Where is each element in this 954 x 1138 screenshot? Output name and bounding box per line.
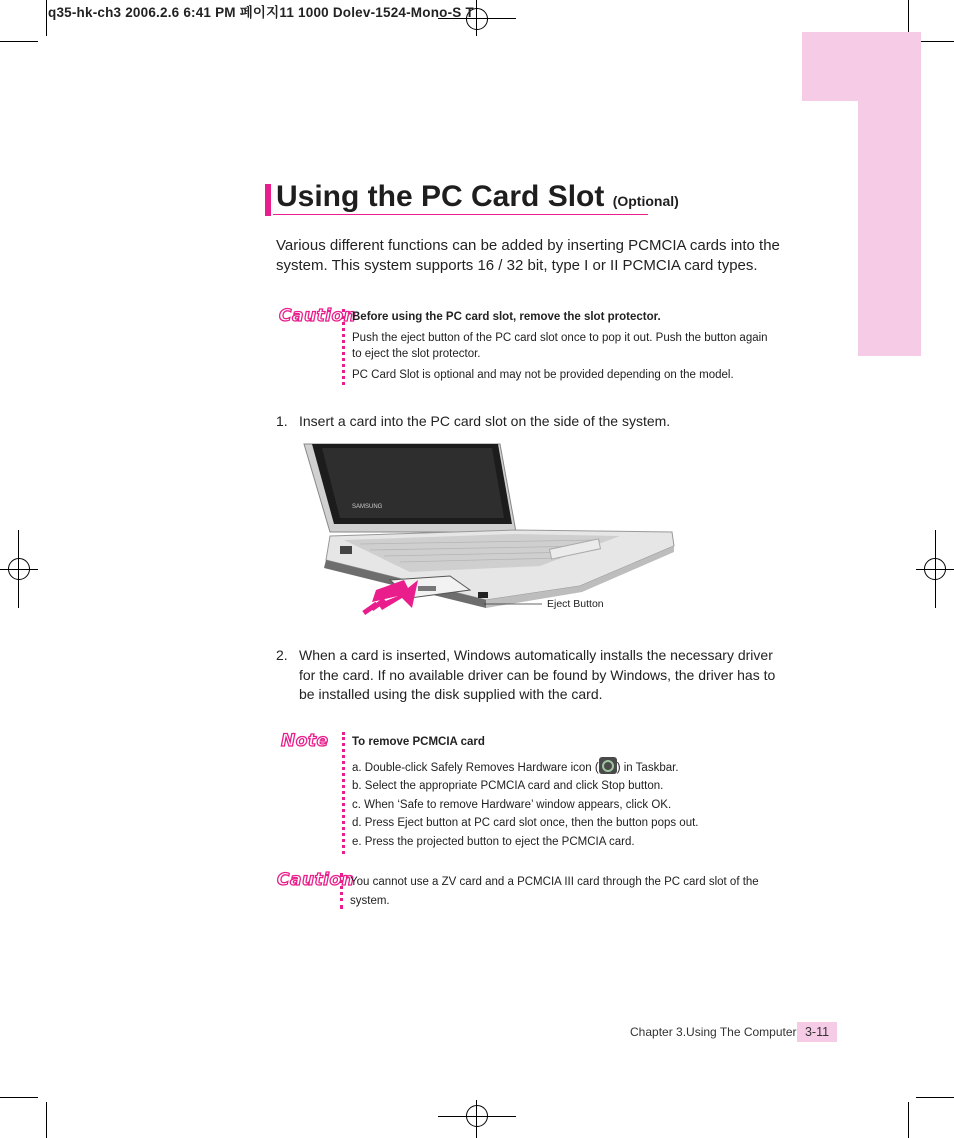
- crop-mark: [916, 41, 954, 42]
- title-optional: (Optional): [612, 193, 679, 209]
- footer-chapter: Chapter 3.Using The Computer: [630, 1025, 797, 1039]
- page-number: 3-11: [797, 1022, 837, 1042]
- step-number: 1.: [276, 413, 288, 429]
- laptop-illustration: [300, 440, 700, 620]
- registration-line: [935, 530, 936, 608]
- note-line-b: b. Select the appropriate PCMCIA card and click Stop button.: [352, 780, 664, 792]
- caution-line: PC Card Slot is optional and may not be provided depending on the model.: [352, 368, 734, 381]
- crop-mark: [46, 0, 47, 36]
- dotted-divider: [342, 732, 348, 854]
- page-title: [276, 180, 679, 214]
- print-header: q35-hk-ch3 2006.2.6 6:41 PM 페이지11 1000 Dolev-1524-Mono-S T: [48, 5, 474, 20]
- note-tag: Note: [281, 731, 329, 751]
- eject-button-label: Eject Button: [547, 598, 604, 610]
- note-line-c: c. When ‘Safe to remove Hardware’ window appears, click OK.: [352, 798, 672, 811]
- crop-mark: [0, 1097, 38, 1098]
- note-block: [352, 733, 782, 851]
- note-text: a. Double-click Safely Removes Hardware icon (: [352, 761, 599, 774]
- crop-mark: [908, 0, 909, 36]
- step-text: When a card is inserted, Windows automatically installs the necessary driver for the card. If no available driver can be found by Windows, the driver has to be installed using the disk supplied with the card.: [299, 647, 776, 702]
- caution-heading: Before using the PC card slot, remove the slot protector.: [352, 311, 661, 323]
- caution-tag: Caution: [279, 306, 357, 326]
- dotted-divider: [342, 309, 348, 385]
- registration-line: [476, 1100, 477, 1138]
- registration-line: [476, 0, 477, 36]
- crop-mark: [46, 1102, 47, 1138]
- step-number: 2.: [276, 647, 288, 663]
- note-heading: To remove PCMCIA card: [352, 736, 485, 748]
- title-main: Using the PC Card Slot: [276, 180, 605, 213]
- title-accent-bar: [265, 184, 271, 216]
- crop-mark: [908, 1102, 909, 1138]
- chapter-tab: [858, 32, 921, 356]
- note-line-d: d. Press Eject button at PC card slot once, then the button pops out.: [352, 817, 699, 829]
- caution-tag: Caution: [277, 870, 355, 890]
- note-line-e: e. Press the projected button to eject the PCMCIA card.: [352, 835, 635, 848]
- registration-line: [18, 530, 19, 608]
- caution-line: Push the eject button of the PC card slot once to pop it out. Push the button again to eject the slot protector.: [352, 331, 768, 360]
- registration-circle: [8, 558, 30, 580]
- step-2: [276, 646, 786, 706]
- note-text: ) in Taskbar.: [616, 761, 679, 774]
- registration-circle: [466, 1105, 488, 1127]
- crop-mark: [916, 1097, 954, 1098]
- caution-block: [352, 309, 777, 383]
- chapter-tab: [802, 32, 858, 101]
- note-line-a: [352, 759, 782, 778]
- laptop-brand: SAMSUNG: [352, 504, 383, 510]
- step-text: Insert a card into the PC card slot on the side of the system.: [299, 413, 671, 429]
- intro-paragraph: Various different functions can be added by inserting PCMCIA cards into the system. This system supports 16 / 32 bit, type I or II PCMCIA card types.: [276, 237, 780, 274]
- title-underline: [273, 214, 648, 215]
- step-1: [276, 412, 796, 432]
- safely-remove-hardware-icon: [599, 757, 617, 774]
- crop-mark: [0, 41, 38, 42]
- caution-text: You cannot use a ZV card and a PCMCIA III card through the PC card slot of the system.: [350, 876, 759, 907]
- dotted-divider: [340, 873, 346, 909]
